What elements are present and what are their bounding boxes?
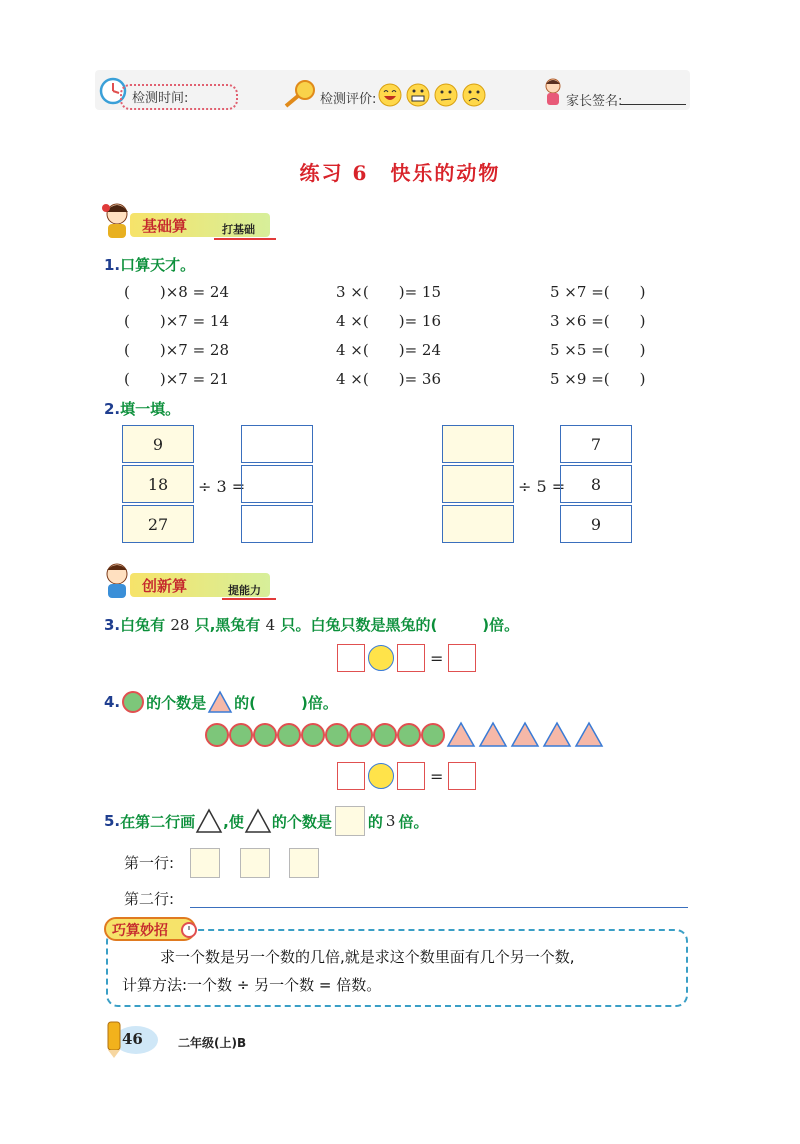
- q2-left-value-1: 9: [122, 425, 194, 463]
- q2-right-answer-3[interactable]: [442, 505, 514, 543]
- q5-row2-answer-line[interactable]: [190, 907, 688, 908]
- q2-right-answer-2[interactable]: [442, 465, 514, 503]
- q3-number-28: 28: [170, 616, 190, 634]
- q4-pink-triangle: [512, 723, 538, 746]
- q4-green-circle: [254, 724, 276, 746]
- q4-green-circle: [302, 724, 324, 746]
- q4-green-circle: [422, 724, 444, 746]
- q4-inline-triangle-icon: [207, 690, 233, 714]
- q4-green-circle: [350, 724, 372, 746]
- q2-right-result-2: 8: [560, 465, 632, 503]
- face-laugh-icon: [379, 84, 401, 106]
- q2-right-answer-1[interactable]: [442, 425, 514, 463]
- eval-label: 检测评价:: [320, 92, 377, 107]
- q3-number-4: 4: [265, 616, 276, 634]
- q1-r4-c3[interactable]: 5 ×9 =( ): [550, 370, 646, 388]
- face-sad-icon: [463, 84, 485, 106]
- q4-green-circle: [230, 724, 252, 746]
- q4-pink-triangle: [544, 723, 570, 746]
- q4-operator-circle[interactable]: [368, 763, 394, 789]
- q2-left-value-3: 27: [122, 505, 194, 543]
- q5-triangle-icon-1: [195, 808, 223, 834]
- page-title: 练习 6 快乐的动物: [299, 161, 501, 185]
- banner-underline: [222, 598, 276, 600]
- q4-equals: =: [430, 767, 444, 786]
- page-number: 46: [122, 1030, 143, 1048]
- q3-box-result[interactable]: [448, 644, 476, 672]
- q1-r2-c2[interactable]: 4 ×( )= 16: [336, 312, 442, 330]
- q4-green-circle: [398, 724, 420, 746]
- q5-row2-label: 第二行:: [124, 890, 175, 908]
- boy-mascot-icon: [100, 560, 134, 604]
- q2-left-answer-2[interactable]: [241, 465, 313, 503]
- q5-number-3: 3: [385, 812, 396, 830]
- q1-r1-c3[interactable]: 5 ×7 =( ): [550, 283, 646, 301]
- question-5-heading: 5. 在第二行画 ,使 的个数是 的 3 倍。: [104, 806, 428, 836]
- question-1-heading: 1.口算天才。: [104, 256, 196, 274]
- q2-right-result-1: 7: [560, 425, 632, 463]
- banner-underline: [214, 238, 276, 240]
- q2-left-answer-3[interactable]: [241, 505, 313, 543]
- q5-triangle-icon-2: [244, 808, 272, 834]
- q4-box-result[interactable]: [448, 762, 476, 790]
- magnifier-icon: [283, 78, 319, 108]
- q5-row1-label: 第一行:: [124, 854, 175, 872]
- q1-r1-c1[interactable]: ( )×8 = 24: [124, 283, 230, 301]
- face-worry-icon: [435, 84, 457, 106]
- q1-r3-c1[interactable]: ( )×7 = 28: [124, 341, 230, 359]
- section-creative-sub: 提能力: [228, 584, 261, 597]
- q1-r2-c1[interactable]: ( )×7 = 14: [124, 312, 230, 330]
- face-grin-icon: [407, 84, 429, 106]
- tip-line-1: 求一个数是另一个数的几倍,就是求这个数里面有几个另一个数,: [160, 948, 575, 966]
- tip-title: 巧算妙招: [112, 923, 168, 939]
- q4-shapes-row: [205, 720, 610, 750]
- q1-r3-c3[interactable]: 5 ×5 =( ): [550, 341, 646, 359]
- q2-left-operator: ÷ 3 =: [198, 477, 246, 496]
- alarm-clock-icon: [180, 920, 198, 938]
- parent-sign-label: 家长签名:: [566, 94, 623, 109]
- q4-pink-triangle: [576, 723, 602, 746]
- q4-green-circle: [374, 724, 396, 746]
- q4-box-1[interactable]: [337, 762, 365, 790]
- tip-line-2: 计算方法:一个数 ÷ 另一个数 = 倍数。: [122, 976, 382, 994]
- emoji-rating-icons[interactable]: [378, 82, 488, 108]
- girl-mascot-icon: [100, 200, 134, 244]
- question-2-heading: 2.填一填。: [104, 400, 181, 418]
- q4-pink-triangle: [448, 723, 474, 746]
- q2-left-answer-1[interactable]: [241, 425, 313, 463]
- q1-r3-c2[interactable]: 4 ×( )= 24: [336, 341, 442, 359]
- q3-operator-circle[interactable]: [368, 645, 394, 671]
- q5-square-icon: [335, 806, 365, 836]
- q2-right-operator: ÷ 5 =: [518, 477, 566, 496]
- q5-row1-square-3: [289, 848, 319, 878]
- q2-left-value-2: 18: [122, 465, 194, 503]
- q1-r4-c2[interactable]: 4 ×( )= 36: [336, 370, 442, 388]
- q4-green-circle: [326, 724, 348, 746]
- q4-box-2[interactable]: [397, 762, 425, 790]
- q1-r4-c1[interactable]: ( )×7 = 21: [124, 370, 230, 388]
- q3-box-1[interactable]: [337, 644, 365, 672]
- section-creative-title: 创新算: [142, 577, 188, 595]
- q3-equals: =: [430, 649, 444, 668]
- q4-inline-circle-icon: [122, 691, 144, 713]
- question-4-heading: 4. 的个数是 的( )倍。: [104, 690, 338, 714]
- q4-pink-triangle: [480, 723, 506, 746]
- q5-row1-square-1: [190, 848, 220, 878]
- section-basic-sub: 打基础: [222, 223, 255, 236]
- parent-avatar-icon: [540, 76, 566, 108]
- q5-row1-square-2: [240, 848, 270, 878]
- q1-r2-c3[interactable]: 3 ×6 =( ): [550, 312, 646, 330]
- q3-box-2[interactable]: [397, 644, 425, 672]
- parent-signature-line[interactable]: [620, 104, 686, 105]
- question-3-heading: 3.白兔有 28 只,黑兔有 4 只。白兔只数是黑兔的( )倍。: [104, 616, 520, 634]
- time-label: 检测时间:: [132, 91, 189, 106]
- q4-green-circle: [206, 724, 228, 746]
- q4-green-circle: [278, 724, 300, 746]
- section-basic-title: 基础算: [142, 217, 188, 235]
- q2-right-result-3: 9: [560, 505, 632, 543]
- q1-r1-c2[interactable]: 3 ×( )= 15: [336, 283, 442, 301]
- grade-label: 二年级(上)B: [178, 1036, 247, 1050]
